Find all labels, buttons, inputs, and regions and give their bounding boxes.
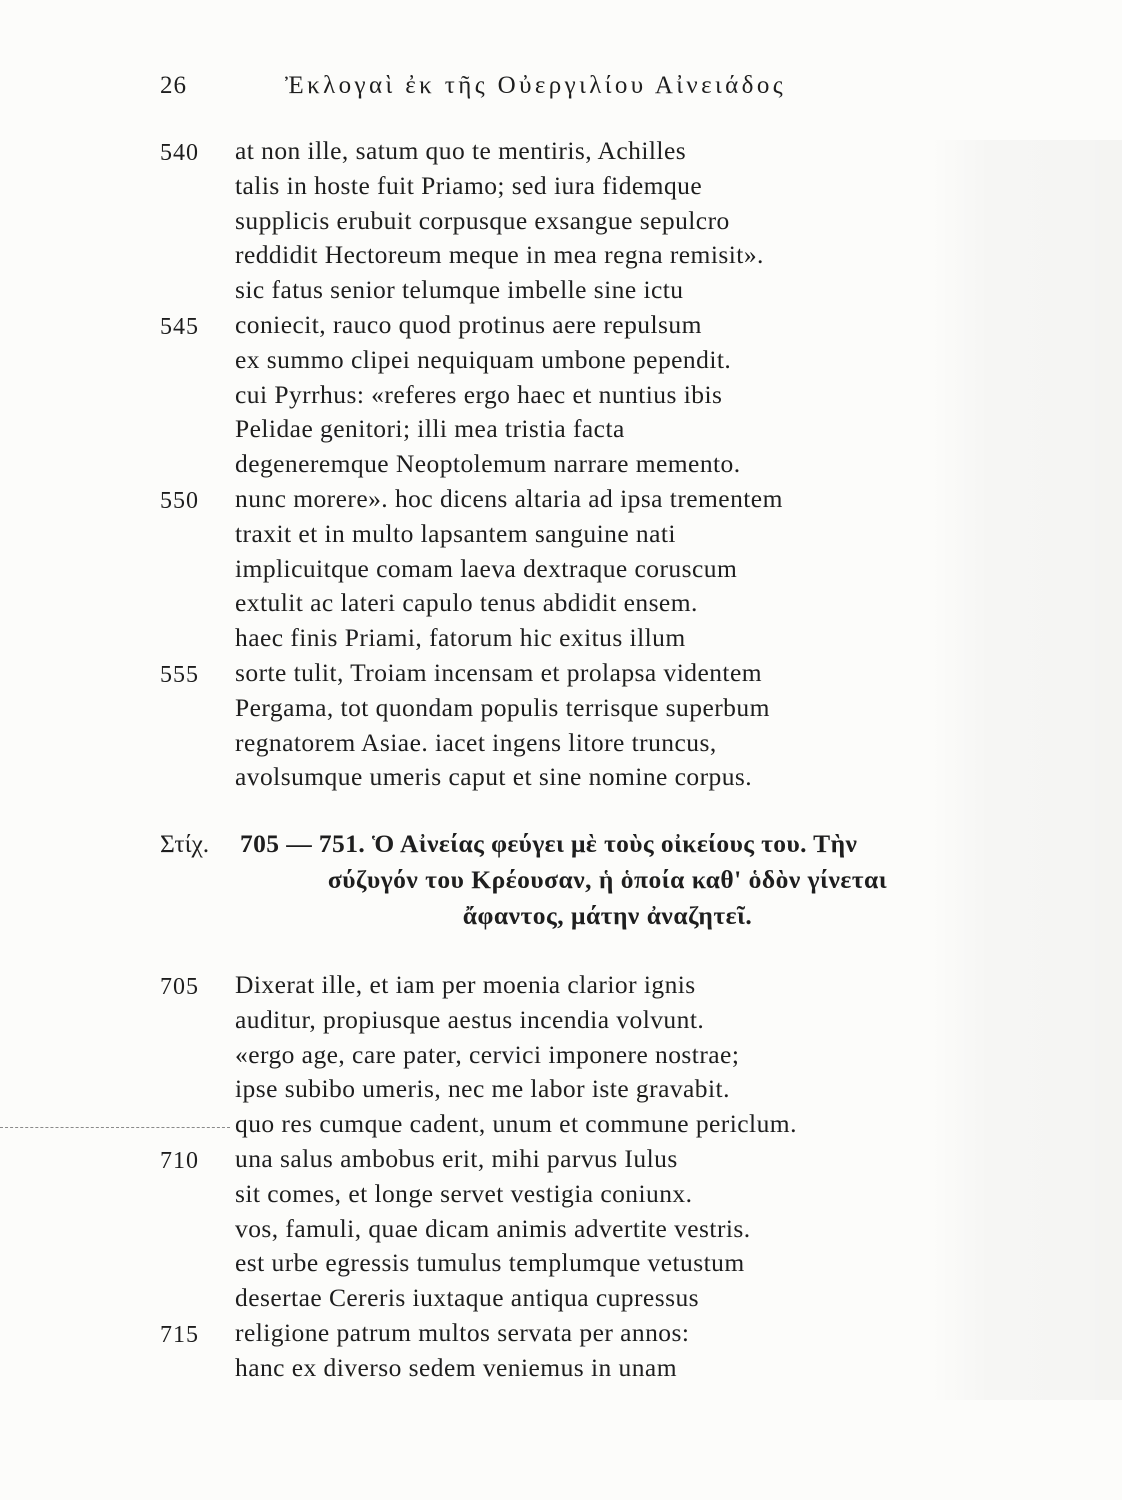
verse-line [160, 1281, 980, 1316]
verse-text: degeneremque Neoptolemum narrare memento. [235, 449, 741, 479]
verse-text: Dixerat ille, et iam per moenia clarior ignis [235, 970, 696, 999]
verse-line [160, 760, 980, 795]
verse-line [160, 308, 980, 343]
verse-text: coniecit, rauco quod protinus aere repulsum [235, 309, 702, 339]
verse-text: haec finis Priami, fatorum hic exitus illum [235, 623, 686, 653]
line-number: 545 [160, 313, 199, 340]
verse-line [160, 726, 980, 761]
verse-text: sit comes, et longe servet vestigia coniunx. [235, 1178, 693, 1208]
verse-text: quo res cumque cadent, unum et commune periclum. [235, 1109, 797, 1139]
verse-line [160, 273, 980, 308]
verse-text: desertae Cereris iuxtaque antiqua cupressus [235, 1283, 700, 1313]
verse-line [160, 343, 980, 378]
heading-row [160, 898, 1040, 934]
verse-line [160, 968, 980, 1003]
verse-text: implicuitque comam laeva dextraque coruscum [235, 553, 738, 583]
verse-line [160, 621, 980, 656]
verse-text: cui Pyrrhus: «referes ergo haec et nuntius ibis [235, 379, 723, 409]
verse-line [160, 586, 980, 621]
verse-line [160, 1038, 980, 1073]
line-number: 705 [160, 974, 199, 1000]
verse-text: Pelidae genitori; illi mea tristia facta [235, 414, 625, 444]
verse-text: ex summo clipei nequiquam umbone pependit. [235, 344, 732, 374]
heading-line-3: ἄφαντος, μάτην ἀναζητεῖ. [462, 901, 753, 930]
verse-line [160, 1072, 980, 1107]
verse-line [160, 1351, 980, 1386]
verse-text: reddidit Hectoreum meque in mea regna remisit». [235, 240, 764, 270]
page-header [160, 72, 940, 108]
verse-text: supplicis erubuit corpusque exsangue sepulcro [235, 205, 730, 235]
line-number: 540 [160, 140, 199, 166]
verse-text: ipse subibo umeris, nec me labor iste gravabit. [235, 1074, 730, 1104]
verse-text: sic fatus senior telumque imbelle sine ictu [235, 275, 684, 305]
verse-line [160, 1142, 980, 1177]
line-number: 555 [160, 661, 199, 688]
verse-text: una salus ambobus erit, mihi parvus Iulus [235, 1143, 678, 1173]
verse-line [160, 169, 980, 204]
verse-text: est urbe egressis tumulus templumque vetustum [235, 1248, 745, 1278]
verse-text: talis in hoste fuit Priamo; sed iura fidemque [235, 170, 703, 200]
verse-line [160, 1316, 980, 1351]
verse-line [160, 1212, 980, 1247]
line-number: 710 [160, 1147, 199, 1174]
verse-text: at non ille, satum quo te mentiris, Achilles [235, 136, 687, 165]
verse-text: sorte tulit, Troiam incensam et prolapsa videntem [235, 657, 763, 687]
page-number: 26 [160, 72, 187, 99]
verse-line [160, 656, 980, 691]
line-number: 715 [160, 1321, 199, 1348]
verse-line [160, 378, 980, 413]
verse-line [160, 1177, 980, 1212]
verse-text: hanc ex diverso sedem veniemus in unam [235, 1352, 677, 1382]
line-number: 550 [160, 487, 199, 514]
heading-label: Στίχ. [160, 829, 210, 858]
verse-text: nunc morere». hoc dicens altaria ad ipsa trementem [235, 483, 783, 513]
heading-line-1: 705 — 751. Ὁ Αἰνείας φεύγει μὲ τοὺς οἰκείους του. Τὴν [240, 829, 858, 858]
verse-text: extulit ac lateri capulo tenus abdidit ensem. [235, 588, 698, 618]
passage-540-558 [160, 134, 980, 795]
verse-line [160, 1246, 980, 1281]
verse-text: auditur, propiusque aestus incendia volvunt. [235, 1004, 705, 1034]
verse-line [160, 552, 980, 587]
verse-line [160, 134, 980, 169]
heading-line-2: σύζυγόν του Κρέουσαν, ἡ ὁποία καθ' ὁδὸν γίνεται [327, 865, 888, 894]
verse-line [160, 691, 980, 726]
passage-705-716 [160, 968, 980, 1386]
verse-line [160, 482, 980, 517]
verse-text: avolsumque umeris caput et sine nomine corpus. [235, 762, 753, 792]
verse-line [160, 1107, 980, 1142]
verse-line [160, 1003, 980, 1038]
heading-row [160, 862, 1040, 898]
verse-line [160, 204, 980, 239]
heading-row [160, 826, 1040, 862]
verse-text: vos, famuli, quae dicam animis advertite vestris. [235, 1213, 751, 1243]
verse-line [160, 447, 980, 482]
verse-line [160, 238, 980, 273]
verse-line [160, 412, 980, 447]
verse-text: traxit et in multo lapsantem sanguine nati [235, 518, 676, 548]
verse-line [160, 517, 980, 552]
verse-text: regnatorem Asiae. iacet ingens litore truncus, [235, 727, 717, 757]
verse-text: «ergo age, care pater, cervici imponere nostrae; [235, 1039, 740, 1069]
verse-text: religione patrum multos servata per annos: [235, 1317, 690, 1347]
running-title: Ἐκλογαὶ ἐκ τῆς Οὐεργιλίου Αἰνειάδος [285, 72, 787, 99]
section-heading [160, 826, 1040, 934]
verse-text: Pergama, tot quondam populis terrisque superbum [235, 692, 770, 722]
